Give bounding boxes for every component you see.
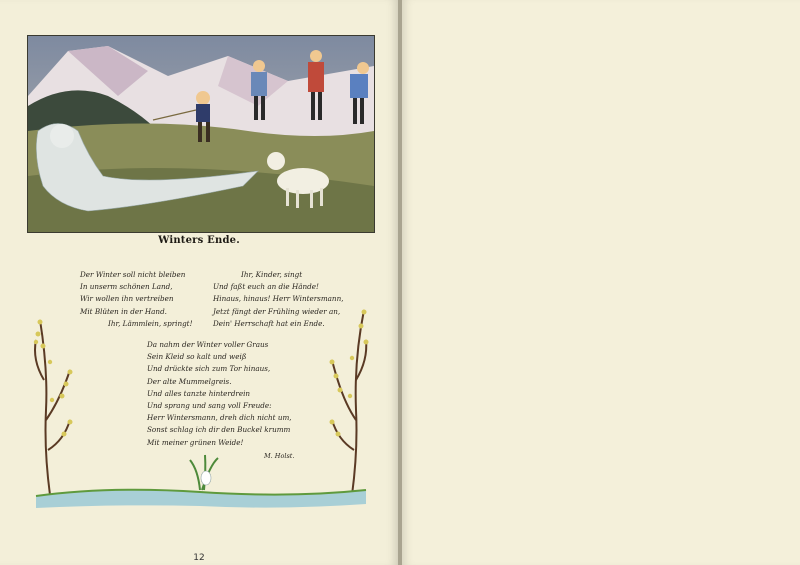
author-signature: M. Holst. (264, 452, 295, 460)
verse-line: Mit Blüten in der Hand. (80, 306, 167, 316)
verse-line: Da nahm der Winter voller Graus (147, 340, 269, 349)
verse-line: Dein' Herrschaft hat ein Ende. (213, 318, 325, 328)
verse-line: Sonst schlag ich dir den Buckel krumm (147, 425, 291, 435)
stanza-1 (80, 269, 192, 330)
verse-line: Und sprang und sang voll Freude: (147, 400, 272, 410)
stanza-2 (213, 269, 343, 330)
verse-line: Ihr, Kinder, singt (241, 270, 303, 279)
illustration-children-chasing-winter (28, 36, 374, 232)
verse-line: Jetzt fängt der Frühling wieder an, (213, 306, 341, 316)
verse-line: Herr Wintersmann, dreh dich nicht um, (147, 413, 292, 423)
verse-line: Der Winter soll nicht bleiben (80, 270, 186, 279)
page-number: 12 (193, 553, 205, 563)
verse-line: Wir wollen ihn vertreiben (80, 294, 174, 304)
stanza-3 (147, 339, 292, 449)
poem-title: Winters Ende. (158, 235, 240, 246)
verse-line: Und alles tanzte hinterdrein (147, 388, 251, 398)
verse-line: Sein Kleid so kalt und weiß (147, 352, 247, 362)
verse-line: Der alte Mummelgreis. (147, 376, 232, 386)
verse-line: Ihr, Lämmlein, springt! (108, 318, 193, 328)
verse-line: In unserm schönen Land, (80, 282, 173, 292)
verse-line: Und drückte sich zum Tor hinaus, (147, 364, 271, 374)
verse-line: Mit meiner grünen Weide! (147, 437, 244, 447)
verse-line: Und faßt euch an die Hände! (213, 282, 319, 292)
verse-line: Hinaus, hinaus! Herr Wintersmann, (213, 294, 344, 304)
right-page-blank (402, 0, 800, 565)
left-page (0, 0, 398, 565)
illustration-winter-end (27, 35, 375, 233)
